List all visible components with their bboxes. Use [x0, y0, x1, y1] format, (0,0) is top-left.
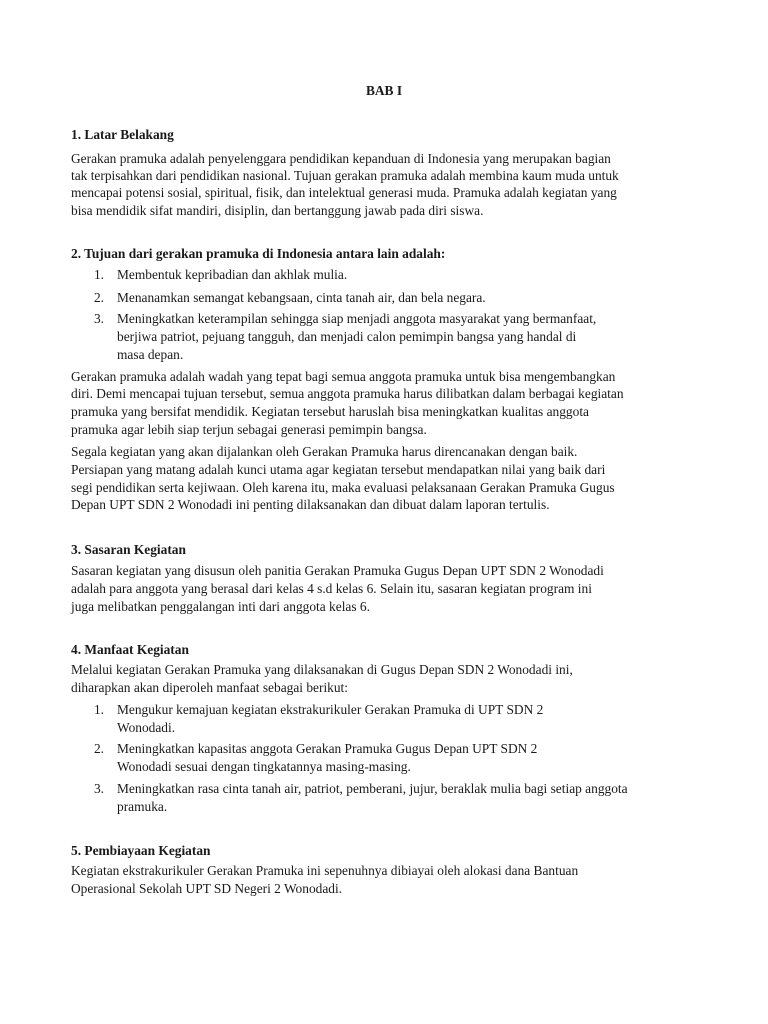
- section-heading-tujuan: 2. Tujuan dari gerakan pramuka di Indonesia antara lain adalah:: [71, 246, 446, 261]
- paragraph-line: juga melibatkan penggalangan inti dari anggota kelas 6.: [71, 599, 370, 614]
- list-number: 3.: [93, 311, 104, 326]
- section-heading-pembiayaan: 5. Pembiayaan Kegiatan: [71, 843, 211, 858]
- list-item-line: Menanamkan semangat kebangsaan, cinta tanah air, dan bela negara.: [117, 290, 486, 305]
- section-heading-manfaat: 4. Manfaat Kegiatan: [71, 642, 189, 657]
- list-item-line: Wonodadi.: [117, 720, 176, 735]
- list-item-line: pramuka.: [117, 799, 168, 814]
- paragraph-line: Segala kegiatan yang akan dijalankan oleh Gerakan Pramuka harus direncanakan dengan baik.: [71, 444, 578, 459]
- paragraph-line: diharapkan akan diperoleh manfaat sebagai berikut:: [71, 680, 348, 695]
- paragraph-line: pramuka agar lebih siap terjun sebagai generasi pemimpin bangsa.: [71, 422, 427, 437]
- list-item-line: Wonodadi sesuai dengan tingkatannya masing-masing.: [117, 759, 411, 774]
- paragraph-line: Persiapan yang matang adalah kunci utama agar kegiatan tersebut mendapatkan nilai yang baik dari: [71, 462, 606, 477]
- list-number: 1.: [93, 702, 104, 717]
- list-number: 3.: [93, 781, 104, 796]
- paragraph-line: Melalui kegiatan Gerakan Pramuka yang dilaksanakan di Gugus Depan SDN 2 Wonodadi ini,: [71, 662, 573, 677]
- paragraph-line: Gerakan pramuka adalah wadah yang tepat bagi semua anggota pramuka untuk bisa mengembangkan: [71, 369, 616, 384]
- list-item-line: berjiwa patriot, pejuang tangguh, dan menjadi calon pemimpin bangsa yang handal di: [117, 329, 577, 344]
- list-number: 2.: [93, 290, 104, 305]
- list-item-line: Meningkatkan rasa cinta tanah air, patriot, pemberani, jujur, beraklak mulia bagi setiap anggota: [117, 781, 628, 796]
- list-item-line: Mengukur kemajuan kegiatan ekstrakurikuler Gerakan Pramuka di UPT SDN 2: [117, 702, 544, 717]
- paragraph-line: Gerakan pramuka adalah penyelenggara pendidikan kepanduan di Indonesia yang merupakan bagian: [71, 151, 611, 166]
- paragraph-line: Sasaran kegiatan yang disusun oleh panitia Gerakan Pramuka Gugus Depan UPT SDN 2 Wonodadi: [71, 563, 604, 578]
- paragraph-line: mencapai potensi sosial, spiritual, fisik, dan intelektual generasi muda. Pramuka adalah kegiatan yang: [71, 185, 617, 200]
- paragraph-line: segi pendidikan serta kejiwaan. Oleh karena itu, maka evaluasi pelaksanaan Gerakan Pramuka Gugus: [71, 480, 615, 495]
- chapter-title: BAB I: [365, 83, 403, 98]
- paragraph-line: Kegiatan ekstrakurikuler Gerakan Pramuka ini sepenuhnya dibiayai oleh alokasi dana Bantuan: [71, 863, 579, 878]
- section-heading-latar-belakang: 1. Latar Belakang: [71, 127, 174, 142]
- list-item-line: Meningkatkan keterampilan sehingga siap menjadi anggota masyarakat yang bermanfaat,: [117, 311, 597, 326]
- list-item-line: masa depan.: [117, 347, 184, 362]
- paragraph-line: Depan UPT SDN 2 Wonodadi ini penting dilaksanakan dan dibuat dalam laporan tertulis.: [71, 497, 550, 512]
- list-item-line: Meningkatkan kapasitas anggota Gerakan Pramuka Gugus Depan UPT SDN 2: [117, 741, 538, 756]
- paragraph-line: tak terpisahkan dari pendidikan nasional. Tujuan gerakan pramuka adalah membina kaum muda untuk: [71, 168, 619, 183]
- paragraph-line: Operasional Sekolah UPT SD Negeri 2 Wonodadi.: [71, 881, 343, 896]
- paragraph-line: adalah para anggota yang berasal dari kelas 4 s.d kelas 6. Selain itu, sasaran kegiatan program ini: [71, 581, 592, 596]
- section-heading-sasaran: 3. Sasaran Kegiatan: [71, 542, 186, 557]
- paragraph-line: diri. Demi mencapai tujuan tersebut, semua anggota pramuka harus dilibatkan dalam berbagai kegiatan: [71, 386, 624, 401]
- list-number: 1.: [93, 267, 104, 282]
- list-number: 2.: [93, 741, 104, 756]
- list-item-line: Membentuk kepribadian dan akhlak mulia.: [117, 267, 348, 282]
- paragraph-line: bisa mendidik sifat mandiri, disiplin, dan bertanggung jawab pada diri siswa.: [71, 203, 484, 218]
- paragraph-line: pramuka yang bersifat mendidik. Kegiatan tersebut haruslah bisa meningkatkan kualitas anggota: [71, 404, 589, 419]
